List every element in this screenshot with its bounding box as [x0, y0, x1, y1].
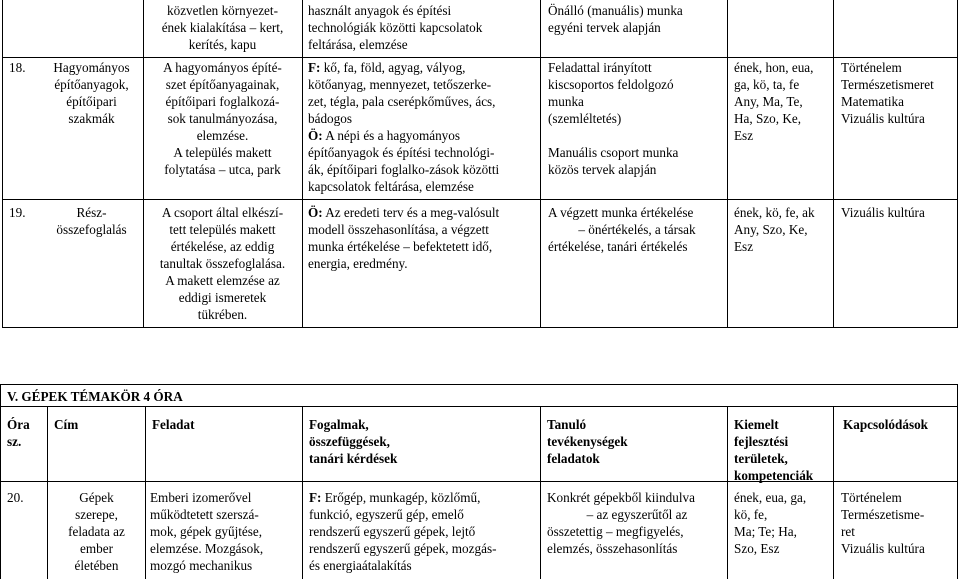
row19-feladat-cell	[146, 204, 299, 323]
row20-fogalmak-line	[309, 557, 539, 574]
header-ora	[7, 416, 47, 450]
row19-cim-line: összefoglalás	[56, 222, 127, 237]
header-kapcsolodasok	[843, 416, 957, 433]
header-cim-line: Cím	[54, 417, 79, 432]
row18-feladat-line: A hagyományos építé-	[163, 60, 282, 75]
row20-kapcsolodas-line: Vizuális kultúra	[841, 541, 925, 556]
row18-kapcsolodas-line: Matematika	[841, 94, 904, 109]
row18-kapcsolodas-line: Történelem	[841, 60, 902, 75]
row18-feladat-line: elemzése.	[196, 128, 249, 143]
row19-num	[9, 204, 39, 221]
row18-kompetenciak-cell	[734, 59, 832, 144]
row18-cim-line: építőipari	[66, 94, 117, 109]
row18-kompetencia-line: ének, hon, eua,	[734, 60, 814, 75]
row18-tevekenyseg-line: Feladattal irányított	[548, 60, 652, 75]
header-feladat-line: Feladat	[152, 417, 195, 432]
header-tevekenyseg-line: Tanuló	[547, 417, 587, 432]
row20-kapcsolodas-line: Történelem	[841, 490, 902, 505]
row19-kapcsolodasok-cell	[841, 204, 956, 221]
row19-fogalmak-marker: Ö:	[308, 205, 323, 220]
cont-feladat-line: közvetlen környezet-	[167, 3, 278, 18]
row19-tevekenyseg-line: – önértékelés, a társak	[578, 222, 696, 237]
row18-fogalmak-marker: F:	[308, 60, 321, 75]
header-kapcsolodasok-line: Kapcsolódások	[843, 417, 929, 432]
section-title-top-border	[0, 384, 958, 385]
row18-num-text: 18.	[9, 60, 26, 75]
row19-feladat-line: értékelése, az eddig	[170, 239, 275, 254]
row20-fogalmak-text: és energiaátalakítás	[309, 558, 412, 573]
row20-feladat-line: elemzése. Mozgások,	[150, 541, 264, 556]
row20-kompetenciak-cell	[734, 489, 832, 557]
row18-kompetencia-line: Ha, Szo, Ke,	[734, 111, 802, 126]
row18-tevekenyseg-line: munka	[548, 94, 584, 109]
row19-fogalmak-line	[308, 255, 538, 272]
row20-kompetencia-line: Szo, Esz	[734, 541, 780, 556]
section-title-left-border	[0, 384, 1, 406]
row20-cim-line: szerepe,	[75, 507, 118, 522]
row18-feladat-line: folytatása – utca, park	[164, 162, 281, 177]
row19-feladat-line: tett település makett	[169, 222, 276, 237]
row19-kompetencia-line: ének, kö, fe, ak	[734, 205, 815, 220]
row20-feladat-line: Emberi izomerővel	[150, 490, 252, 505]
row19-kompetencia-line: Esz	[734, 239, 754, 254]
row18-tevekenyseg-line: kiscsoportos feldolgozó	[548, 77, 674, 92]
top-border-c2	[302, 0, 303, 327]
row19-fogalmak-cell	[308, 204, 538, 272]
row19-tevekenyseg-line: A végzett munka értékelése	[548, 205, 694, 220]
row20-feladat-line: működtetett szerszá-	[150, 507, 259, 522]
row20-feladat-cell	[150, 489, 301, 574]
row18-tevekenyseg-line: (szemléltetés)	[548, 111, 622, 126]
row20-tevekenyseg-line: Konkrét gépekből kiindulva	[547, 490, 695, 505]
row18-fogalmak-marker: Ö:	[308, 128, 323, 143]
row18-fogalmak-text: ák, építőipari foglalko-zások közötti	[308, 162, 500, 177]
row20-fogalmak-line	[309, 523, 539, 540]
top-table-bottom	[2, 327, 958, 328]
row18-feladat-line: A település makett	[173, 145, 272, 160]
row19-fogalmak-line	[308, 238, 538, 255]
header-kompetenciak-line: kompetenciák	[734, 468, 814, 483]
row20-cim-cell	[48, 489, 145, 574]
top-border-left	[2, 0, 3, 327]
section-title-right-border	[957, 384, 958, 406]
row18-fogalmak-line	[308, 178, 538, 195]
row18-tevekenyseg-line: Manuális csoport munka	[548, 145, 679, 160]
bottom-border-c6	[833, 406, 834, 579]
row19-fogalmak-line	[308, 221, 538, 238]
header-kompetenciak-line: Kiemelt	[734, 417, 779, 432]
row20-tevekenyseg-line: elemzés, összehasonlítás	[547, 541, 678, 556]
row20-fogalmak-line	[309, 540, 539, 557]
row20-num	[7, 489, 45, 506]
row20-cim-line: Gépek	[79, 490, 114, 505]
row20-fogalmak-text: Erőgép, munkagép, közlőmű,	[321, 490, 481, 505]
row18-cim-line: építőanyagok,	[54, 77, 129, 92]
row20-kompetencia-line: kö, fe,	[734, 507, 768, 522]
header-kompetenciak	[734, 416, 832, 484]
header-kompetenciak-line: területek,	[734, 451, 788, 466]
row18-tevekenyseg-line	[548, 127, 724, 144]
row19-fogalmak-text: Az eredeti terv és a meg-valósult	[322, 205, 500, 220]
cont-fogalmak-line: technológiák közötti kapcsolatok	[308, 20, 483, 35]
top-border-c3	[540, 0, 541, 327]
row20-kapcsolodas-line: ret	[841, 524, 855, 539]
row18-kapcsolodas-line: Természetismeret	[841, 77, 934, 92]
row19-kompetenciak-cell	[734, 204, 832, 255]
row19-tevekenyseg-cell	[548, 204, 726, 255]
header-tevekenyseg-line: feladatok	[547, 451, 600, 466]
row20-feladat-line: mozgó mechanikus	[150, 558, 253, 573]
header-feladat	[152, 416, 300, 433]
row20-cim-line: feladata az	[68, 524, 125, 539]
row18-tevekenyseg-line: közös tervek alapján	[548, 162, 657, 177]
row20-kompetencia-line: ének, eua, ga,	[734, 490, 807, 505]
cont-tevekenyseg-line: Önálló (manuális) munka	[548, 3, 683, 18]
row18-fogalmak-text: bádogos	[308, 111, 352, 126]
top-border-c5	[833, 0, 834, 327]
cont-fogalmak-line: használt anyagok és építési	[308, 3, 452, 18]
top-row-divider-2	[2, 199, 958, 200]
row19-fogalmak-text: energia, eredmény.	[308, 256, 408, 271]
row19-feladat-line: A makett elemzése az	[165, 273, 280, 288]
row20-tevekenyseg-line: – az egyszerűtől az	[586, 507, 688, 522]
header-cim	[54, 416, 144, 433]
row18-cim-cell	[40, 59, 143, 127]
bottom-border-c4	[540, 406, 541, 579]
row19-cim-cell	[40, 204, 143, 238]
row18-fogalmak-text: kapcsolatok feltárása, elemzése	[308, 179, 474, 194]
header-tevekenyseg	[547, 416, 723, 467]
bottom-border-c5	[727, 406, 728, 579]
row18-fogalmak-line	[308, 59, 538, 76]
row19-fogalmak-text: modell összehasonlítása, a végzett	[308, 222, 489, 237]
row18-fogalmak-line	[308, 93, 538, 110]
row18-kapcsolodas-line: Vizuális kultúra	[841, 111, 925, 126]
row18-cim-line: Hagyományos	[53, 60, 130, 75]
top-border-c1	[143, 0, 144, 327]
cont-feladat-line: kerítés, kapu	[188, 37, 257, 52]
row19-fogalmak-line	[308, 204, 538, 221]
row20-num-text: 20.	[7, 490, 24, 505]
row18-fogalmak-line	[308, 161, 538, 178]
row18-fogalmak-text: kő, fa, föld, agyag, vályog,	[320, 60, 466, 75]
cont-feladat-cell	[146, 2, 299, 53]
bottom-border-right	[957, 406, 958, 579]
bottom-border-c2	[145, 406, 146, 579]
section-title: V. GÉPEK TÉMAKÖR 4 ÓRA	[7, 389, 183, 404]
row20-tevekenyseg-cell	[547, 489, 727, 557]
row18-fogalmak-line	[308, 127, 538, 144]
header-kompetenciak-line: fejlesztési	[734, 434, 789, 449]
row18-tevekenyseg-cell	[548, 59, 724, 178]
top-border-right	[957, 0, 958, 327]
row18-feladat-line: építőipari foglalkozá-	[165, 94, 280, 109]
row19-num-text: 19.	[9, 205, 26, 220]
row20-fogalmak-line	[309, 506, 539, 523]
header-tevekenyseg-line: tevékenységek	[547, 434, 628, 449]
cont-feladat-line: ének kialakítása – kert,	[161, 20, 284, 35]
row18-fogalmak-line	[308, 110, 538, 127]
row18-fogalmak-text: kötőanyag, mennyezet, tetőszerke-	[308, 77, 492, 92]
row19-feladat-line: tükrében.	[197, 307, 248, 322]
cont-tevekenyseg-line: egyéni tervek alapján	[548, 20, 661, 35]
row19-fogalmak-text: munka értékelése – befektetett idő,	[308, 239, 493, 254]
row20-kapcsolodas-line: Természetisme-	[841, 507, 925, 522]
row18-feladat-line: szet építőanyagainak,	[165, 77, 280, 92]
row20-fogalmak-text: rendszerű egyszerű gépek, mozgás-	[309, 541, 497, 556]
top-row-divider-1	[2, 57, 958, 58]
bottom-border-left	[0, 406, 1, 579]
row18-fogalmak-text: zet, tégla, pala cserépkőműves, ács,	[308, 94, 496, 109]
header-ora-line: sz.	[7, 434, 22, 449]
row20-fogalmak-text: funkció, egyszerű gép, emelő	[309, 507, 464, 522]
row20-fogalmak-cell	[309, 489, 539, 574]
row18-cim-line: szakmák	[68, 111, 115, 126]
row18-fogalmak-line	[308, 144, 538, 161]
bottom-table-top	[0, 406, 958, 407]
row19-tevekenyseg-line: értékelése, tanári értékelés	[548, 239, 688, 254]
row18-feladat-cell	[146, 59, 299, 178]
header-fogalmak-line: tanári kérdések	[309, 451, 398, 466]
row20-fogalmak-text: rendszerű egyszerű gépek, lejtő	[309, 524, 476, 539]
row20-fogalmak-marker: F:	[309, 490, 322, 505]
header-fogalmak-line: Fogalmak,	[309, 417, 369, 432]
row19-kompetencia-line: Any, Szo, Ke,	[734, 222, 808, 237]
top-border-c4	[727, 0, 728, 327]
row19-feladat-line: eddigi ismeretek	[178, 290, 267, 305]
row18-kompetencia-line: Any, Ma, Te,	[734, 94, 803, 109]
row20-cim-line: életében	[74, 558, 119, 573]
row19-feladat-line: tanultak összefoglalása.	[159, 256, 286, 271]
row18-fogalmak-text: építőanyagok és építési technológi-	[308, 145, 495, 160]
row20-kapcsolodasok-cell	[841, 489, 956, 557]
row18-kompetencia-line: Esz	[734, 128, 754, 143]
row18-kapcsolodasok-cell	[841, 59, 956, 127]
cont-fogalmak-line: feltárása, elemzése	[308, 37, 408, 52]
header-ora-line: Óra	[7, 417, 30, 432]
row18-fogalmak-cell	[308, 59, 538, 195]
row18-fogalmak-line	[308, 76, 538, 93]
header-fogalmak-line: összefüggések,	[309, 434, 390, 449]
row19-cim-line: Rész-	[76, 205, 107, 220]
header-fogalmak	[309, 416, 537, 467]
row19-feladat-line: A csoport által elkészí-	[161, 205, 284, 220]
row18-feladat-line: sok tanulmányozása,	[167, 111, 278, 126]
row20-kompetencia-line: Ma; Te; Ha,	[734, 524, 797, 539]
cont-tevekenyseg-cell	[548, 2, 724, 36]
row20-tevekenyseg-line: összetettig – megfigyelés,	[547, 524, 684, 539]
row20-feladat-line: mok, gépek gyűjtése,	[150, 524, 263, 539]
row20-cim-line: ember	[80, 541, 113, 556]
row18-kompetencia-line: ga, kö, ta, fe	[734, 77, 800, 92]
row20-fogalmak-line	[309, 489, 539, 506]
row18-fogalmak-text: A népi és a hagyományos	[322, 128, 461, 143]
cont-fogalmak-cell	[308, 2, 536, 53]
bottom-border-c3	[302, 406, 303, 579]
row19-kapcsolodas-line: Vizuális kultúra	[841, 205, 925, 220]
row18-num	[9, 59, 39, 76]
